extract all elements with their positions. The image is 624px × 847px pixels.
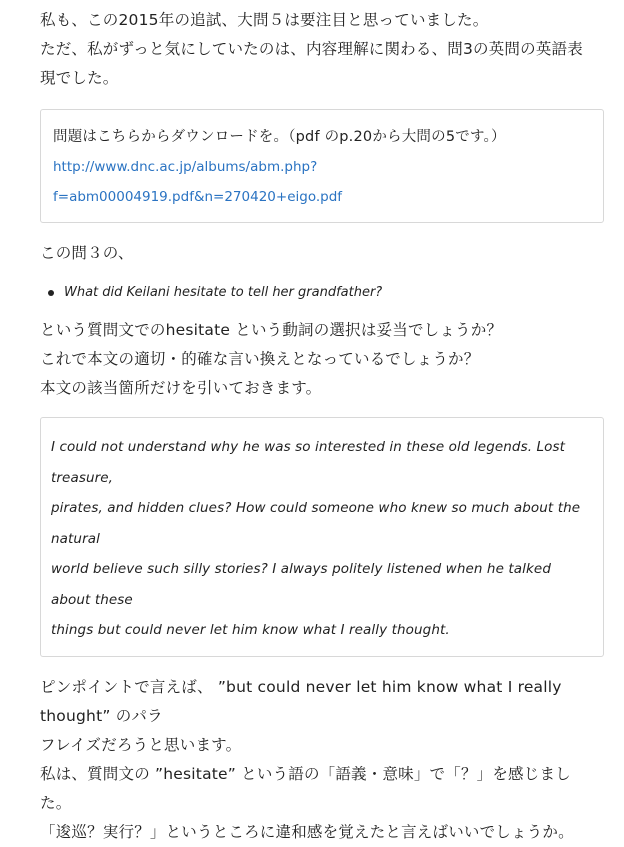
analysis-paragraph (40, 316, 602, 403)
quote-line-2: pirates, and hidden clues? How could someone who knew so much about the natural (51, 500, 581, 547)
conclusion-line-1: ピンポイントで言えば、 ”but could never let him know what I really thought” のパラ (40, 677, 562, 725)
conclusion-line-4: 「逡巡？実行？」というところに違和感を覚えたと言えばいいでしょうか。 (40, 822, 574, 841)
conclusion-line-3: 私は、質問文の ”hesitate” という語の「語義・意味」で「？」を感じました。 (40, 764, 571, 812)
question-list (40, 282, 602, 304)
quote-line-3: world believe such silly stories? I always politely listened when he talked about these (51, 561, 551, 608)
download-notice-box (40, 109, 604, 223)
exam-pdf-link[interactable]: http://www.dnc.ac.jp/albums/abm.php?f=abm00004919.pdf&n=270420+eigo.pdf (53, 159, 343, 205)
intro-line-2: ただ、私がずっと気にしていたのは、内容理解に関わる、問3の英問の英語表 (40, 40, 583, 58)
question-lead: この問３の、 (40, 244, 134, 262)
list-item (48, 282, 602, 304)
intro-paragraph (40, 6, 602, 93)
download-notice-text: 問題はこちらからダウンロードを。（pdf のp.20から大問の5です。） (53, 129, 506, 145)
bullet-icon (48, 290, 54, 296)
conclusion-paragraph (40, 673, 602, 847)
question-text: What did Keilani hesitate to tell her grandfather? (64, 285, 383, 300)
passage-quote (40, 417, 604, 657)
intro-line-3: 現でした。 (40, 69, 119, 87)
quote-line-1: I could not understand why he was so interested in these old legends. Lost treasure, (51, 439, 566, 486)
intro-line-1: 私も、この2015年の追試、大問５は要注目と思っていました。 (40, 11, 489, 29)
analysis-line-3: 本文の該当箇所だけを引いておきます。 (40, 379, 322, 397)
quote-line-4: things but could never let him know what I really thought. (51, 622, 450, 638)
analysis-line-2: これで本文の適切・的確な言い換えとなっているでしょうか？ (40, 350, 480, 368)
conclusion-line-2: フレイズだろうと思います。 (40, 735, 242, 754)
analysis-line-1: という質問文でのhesitate という動詞の選択は妥当でしょうか？ (40, 321, 503, 339)
